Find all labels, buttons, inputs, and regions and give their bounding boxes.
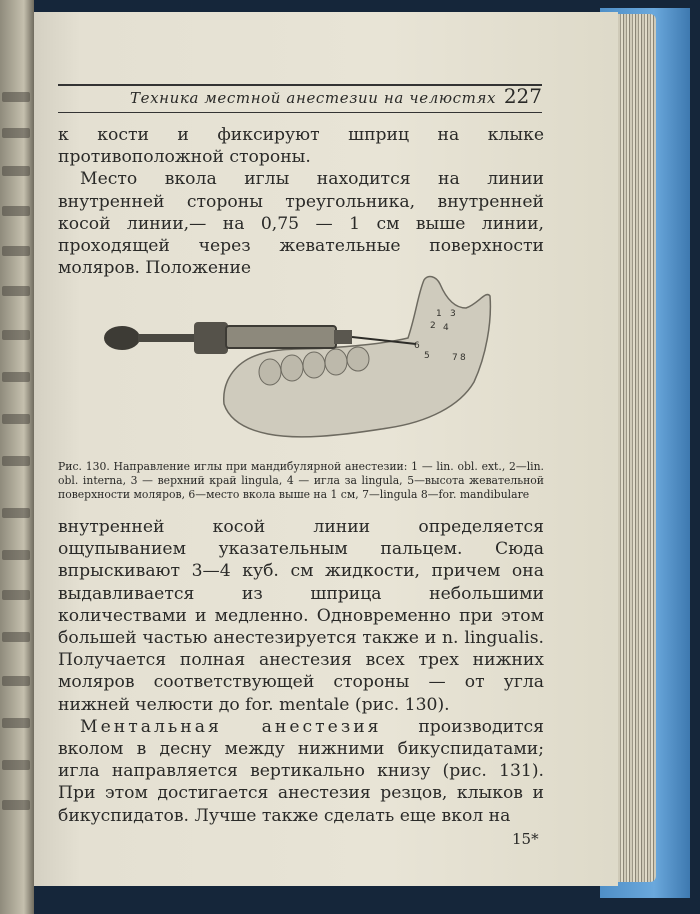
syringe-barrel	[226, 326, 336, 348]
syringe-grip	[194, 322, 228, 354]
figure-label: 2	[430, 321, 436, 331]
facing-page-edge	[0, 0, 34, 914]
syringe-thumb-ring	[104, 326, 140, 350]
signature-mark: 15*	[512, 830, 539, 848]
syringe-hub	[334, 330, 352, 344]
figure-label: 8	[460, 353, 466, 363]
text-block-top	[58, 124, 544, 279]
paragraph-rest: производится вколом в десну между нижними бикуспидатами; игла направляется вертикально книзу (рис. 131). При этом достигается анестезия резцов, клыков и бикуспидатов. Лучше также сделать еще вкол на	[58, 716, 545, 826]
header-rule-bottom	[58, 112, 542, 113]
figure-label: 6	[414, 341, 420, 351]
figure-label: 7	[452, 353, 458, 363]
mandible-syringe-illustration	[98, 264, 498, 454]
text-block-bottom	[58, 516, 544, 827]
figure-label: 1	[436, 309, 442, 319]
paragraph: к кости и фиксируют шприц на клыке противоположной стороны.	[58, 125, 544, 168]
paragraph: внутренней косой линии определяется ощупыванием указательным пальцем. Сюда впрыскивают 3—4 куб. см жидкости, причем она выдавливается из шприца небольшими количествами и медленно. Одновременно при этом большей частью анестезируется также и n. lingualis. Получается полная анестезия всех трех нижних моляров соответствующей стороны — от угла нижней челюсти до for. mentale (рис. 130).	[58, 517, 544, 715]
figure-caption: Рис. 130. Направление иглы при мандибулярной анестезии: 1 — lin. obl. ext., 2—lin. obl. interna, 3 — верхний край lingula, 4 — игла за lingula, 5—высота жевательной поверхности моляров, 6—место вкола выше на 1 см, 7—lingula 8—for. mandibulare	[58, 460, 544, 502]
figure-label: 3	[450, 309, 456, 319]
figure-label: 5	[424, 351, 430, 361]
figure-label: 4	[443, 323, 449, 333]
header-rule-top	[58, 84, 542, 86]
spaced-term: Ментальная анестезия	[80, 716, 382, 737]
running-header	[58, 76, 542, 118]
syringe-plunger	[138, 334, 198, 342]
page-number: 227	[503, 84, 542, 108]
running-title: Техника местной анестезии на челюстях	[130, 89, 497, 107]
figure-130	[98, 264, 498, 454]
book-page	[34, 12, 618, 886]
paragraph: Место вкола иглы находится на линии внутренней стороны треугольника, внутренней косой линии,— на 0,75 — 1 см выше линии, проходящей через жевательные поверхности моляров. Положение	[58, 169, 544, 279]
paragraph	[58, 716, 544, 827]
page-edges	[612, 14, 656, 882]
